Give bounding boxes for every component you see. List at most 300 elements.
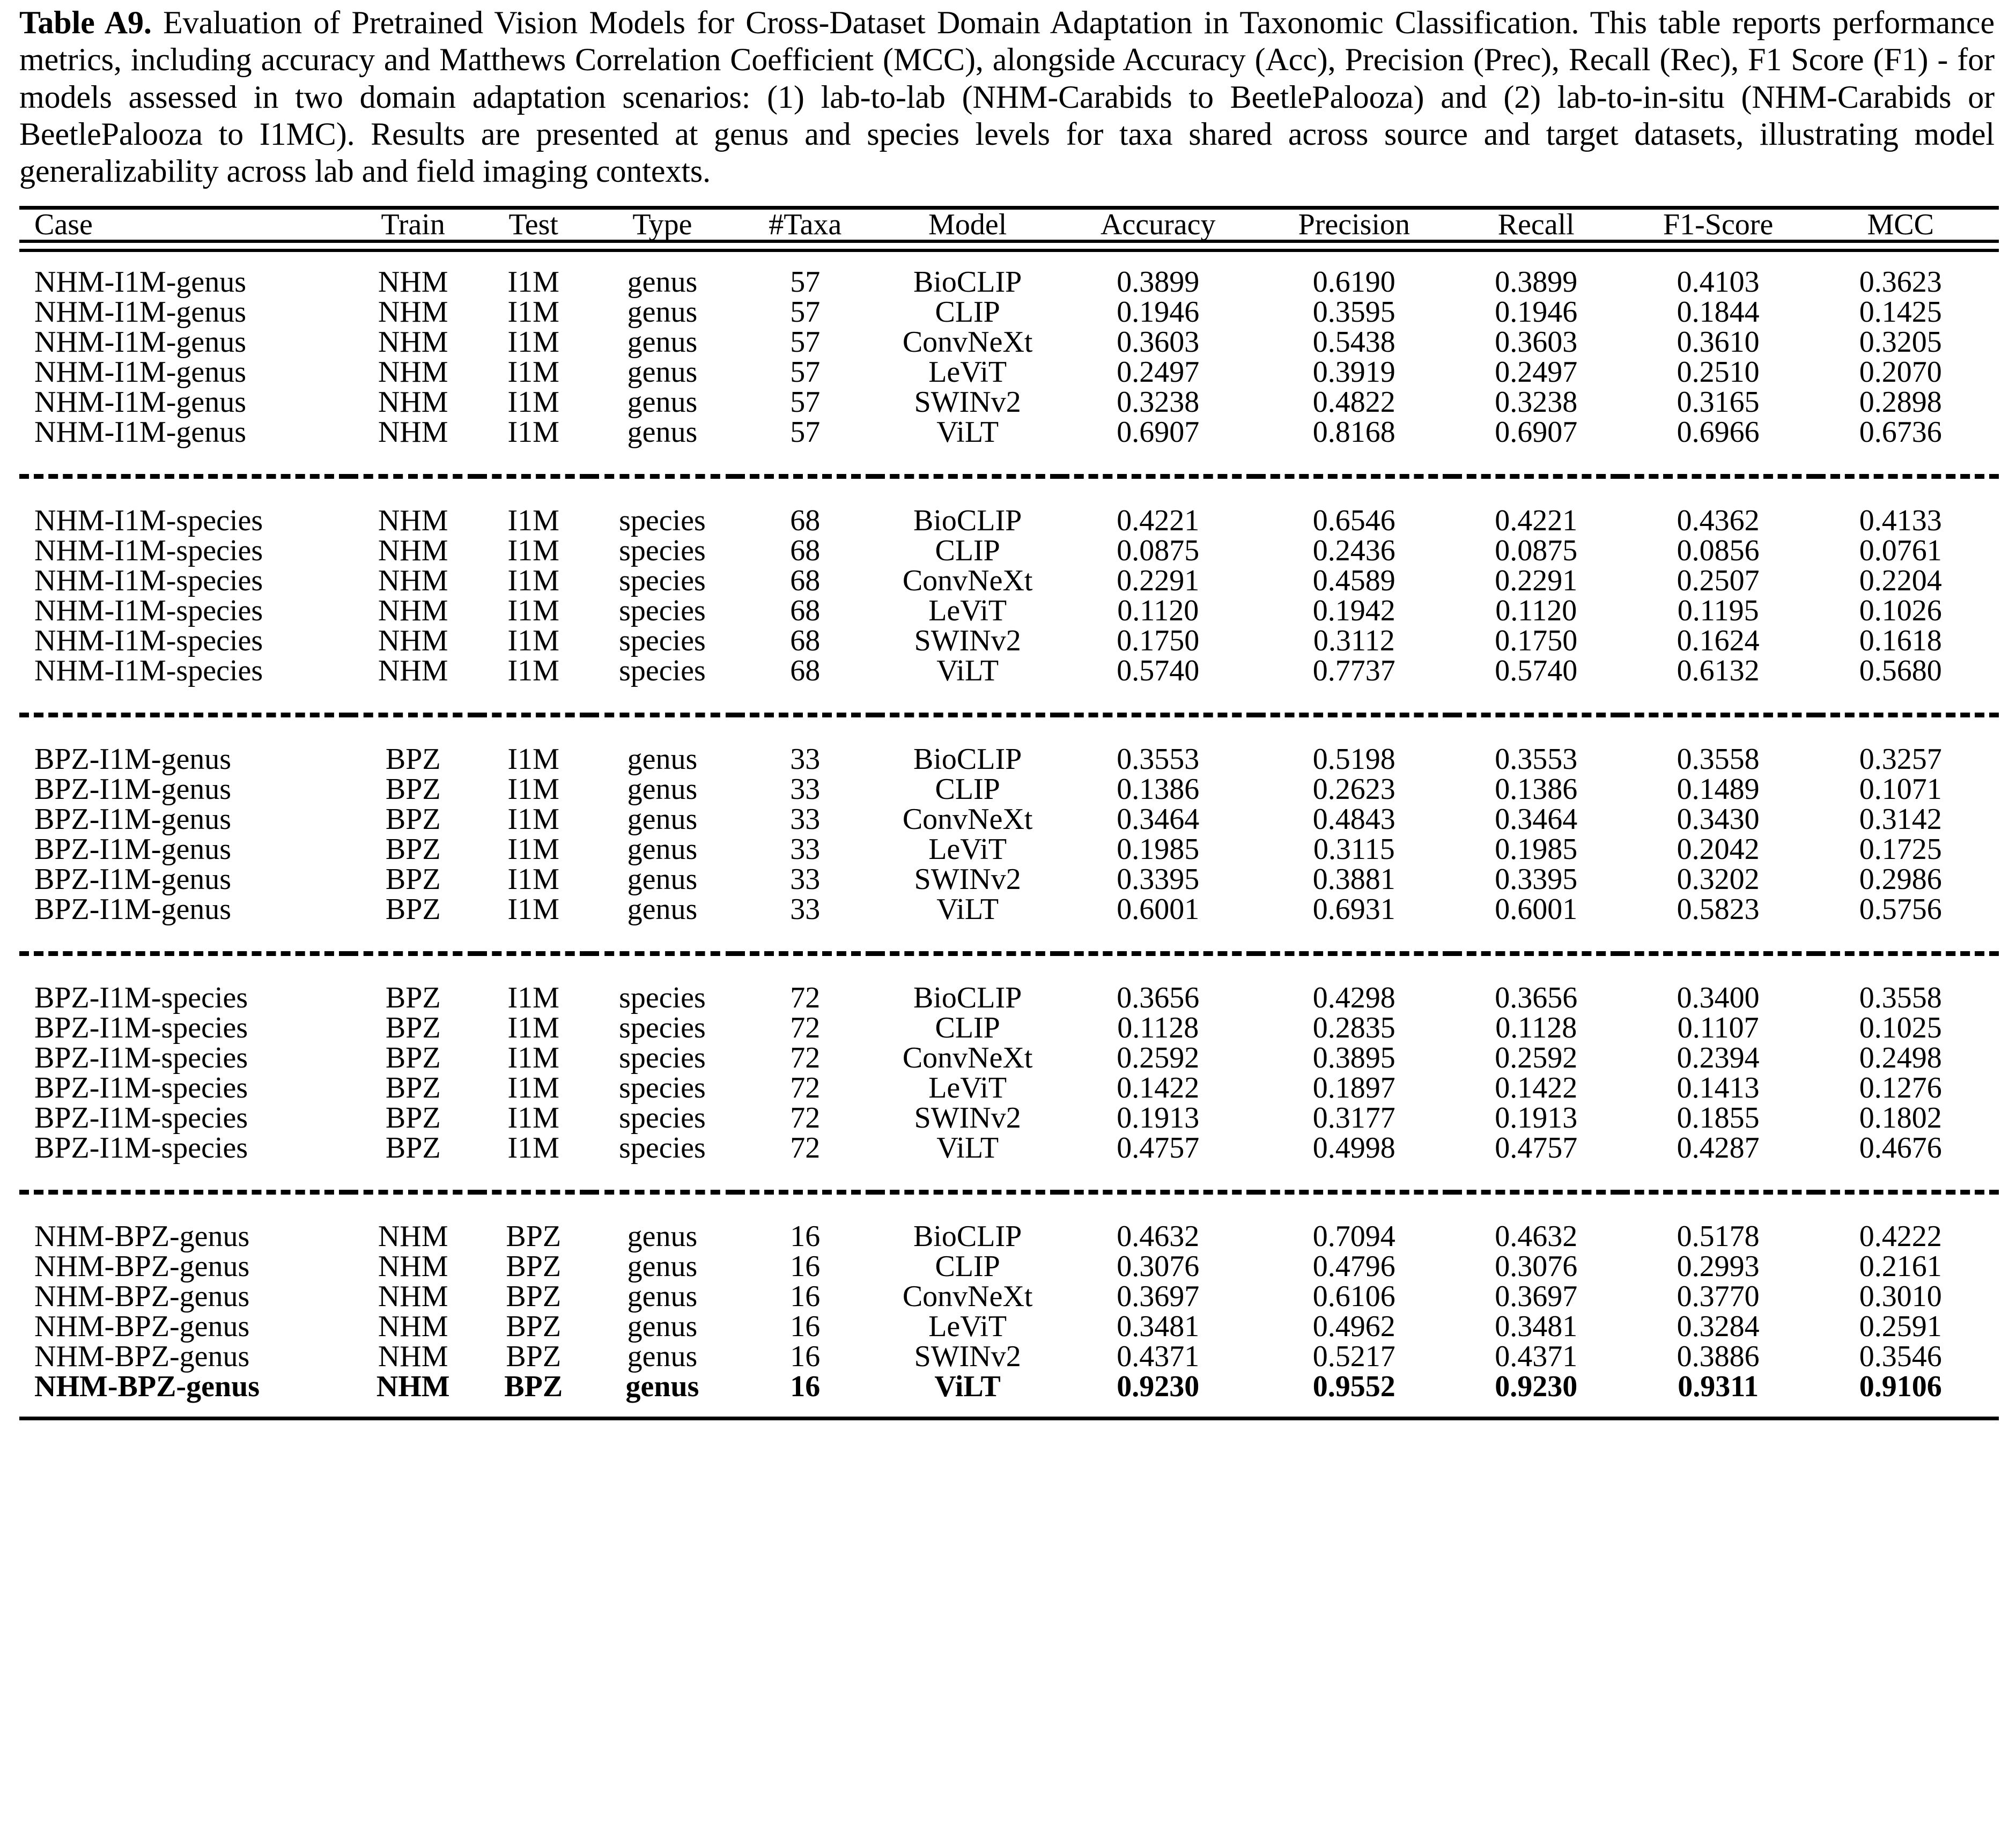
cell-accuracy: 0.9230	[1117, 1370, 1200, 1404]
cell-recall: 0.5740	[1495, 654, 1578, 688]
cell-precision: 0.5438	[1312, 325, 1395, 359]
cell-train: NHM	[378, 265, 448, 299]
cell-accuracy: 0.3238	[1117, 386, 1200, 419]
cell-f1score: 0.2510	[1677, 355, 1760, 389]
cell-test: I1M	[507, 594, 559, 628]
cell-accuracy: 0.3481	[1117, 1310, 1200, 1344]
cell-recall: 0.3656	[1495, 981, 1578, 1015]
cell-recall: 0.1985	[1495, 833, 1578, 866]
cell-type: genus	[627, 1220, 698, 1254]
cell-precision: 0.4998	[1312, 1131, 1395, 1165]
cell-case: BPZ-I1M-genus	[34, 863, 232, 896]
cell-accuracy: 0.2291	[1117, 564, 1200, 598]
cell-mcc: 0.1025	[1859, 1011, 1942, 1045]
cell-precision: 0.6931	[1312, 893, 1395, 927]
cell-recall: 0.3464	[1495, 803, 1578, 836]
cell-model: CLIP	[935, 1011, 1000, 1045]
cell-accuracy: 0.2592	[1117, 1041, 1200, 1075]
cell-f1score: 0.3400	[1677, 981, 1760, 1015]
cell-accuracy: 0.1750	[1117, 624, 1200, 658]
cell-f1score: 0.3770	[1677, 1280, 1760, 1314]
table-bottom-rule	[19, 1417, 1999, 1420]
block-spacer	[19, 701, 1999, 715]
cell-mcc: 0.1425	[1859, 295, 1942, 329]
cell-model: CLIP	[935, 1250, 1000, 1284]
cell-mcc: 0.4133	[1859, 504, 1942, 538]
cell-case: NHM-BPZ-genus	[34, 1220, 250, 1254]
cell-taxa: 57	[790, 295, 821, 329]
header-row	[19, 210, 1999, 240]
cell-train: NHM	[378, 534, 448, 568]
cell-model: ViLT	[936, 1131, 999, 1165]
cell-train: NHM	[378, 325, 448, 359]
cell-recall: 0.3238	[1495, 386, 1578, 419]
cell-accuracy: 0.3553	[1117, 743, 1200, 776]
cell-accuracy: 0.1913	[1117, 1101, 1200, 1135]
cell-test: I1M	[507, 773, 559, 806]
cell-recall: 0.4371	[1495, 1340, 1578, 1374]
cell-mcc: 0.4222	[1859, 1220, 1942, 1254]
cell-recall: 0.0875	[1495, 534, 1578, 568]
cell-type: genus	[627, 386, 698, 419]
cell-recall: 0.2291	[1495, 564, 1578, 598]
cell-recall: 0.3076	[1495, 1250, 1578, 1284]
cell-case: BPZ-I1M-species	[34, 1041, 248, 1075]
cell-accuracy: 0.1128	[1117, 1011, 1199, 1045]
cell-accuracy: 0.3656	[1117, 981, 1200, 1015]
cell-taxa: 68	[790, 624, 821, 658]
cell-mcc: 0.6736	[1859, 416, 1942, 449]
cell-accuracy: 0.0875	[1117, 534, 1200, 568]
column-header-precision: Precision	[1298, 208, 1411, 242]
cell-type: species	[619, 654, 706, 688]
cell-precision: 0.1897	[1312, 1071, 1395, 1105]
cell-test: BPZ	[506, 1280, 562, 1314]
cell-type: species	[619, 594, 706, 628]
cell-recall: 0.4221	[1495, 504, 1578, 538]
table-row	[19, 1043, 1999, 1073]
cell-test: BPZ	[506, 1340, 562, 1374]
cell-type: genus	[627, 803, 698, 836]
table-row	[19, 1073, 1999, 1103]
cell-mcc: 0.3623	[1859, 265, 1942, 299]
cell-test: I1M	[507, 863, 559, 896]
cell-test: I1M	[507, 564, 559, 598]
cell-f1score: 0.4103	[1677, 265, 1760, 299]
cell-accuracy: 0.4221	[1117, 504, 1200, 538]
cell-mcc: 0.2070	[1859, 355, 1942, 389]
cell-f1score: 0.3202	[1677, 863, 1760, 896]
table-container	[19, 206, 1999, 1420]
cell-accuracy: 0.3899	[1117, 265, 1200, 299]
block-spacer	[19, 479, 1999, 491]
cell-precision: 0.4796	[1312, 1250, 1395, 1284]
cell-f1score: 0.4287	[1677, 1131, 1760, 1165]
cell-accuracy: 0.3076	[1117, 1250, 1200, 1284]
cell-f1score: 0.2507	[1677, 564, 1760, 598]
cell-precision: 0.2623	[1312, 773, 1395, 806]
cell-type: genus	[627, 1280, 698, 1314]
cell-model: LeViT	[928, 594, 1007, 628]
results-table	[19, 210, 1999, 240]
cell-taxa: 16	[790, 1280, 821, 1314]
table-caption	[19, 4, 1995, 190]
cell-test: I1M	[507, 534, 559, 568]
cell-taxa: 68	[790, 594, 821, 628]
cell-case: BPZ-I1M-species	[34, 1131, 248, 1165]
cell-taxa: 57	[790, 416, 821, 449]
cell-recall: 0.1750	[1495, 624, 1578, 658]
cell-precision: 0.3112	[1313, 624, 1395, 658]
cell-precision: 0.4822	[1312, 386, 1395, 419]
cell-mcc: 0.1276	[1859, 1071, 1942, 1105]
caption-label: Table A9.	[19, 5, 152, 40]
cell-recall: 0.4757	[1495, 1131, 1578, 1165]
column-header-case: Case	[34, 208, 93, 242]
cell-mcc: 0.1618	[1859, 624, 1942, 658]
column-header-test: Test	[508, 208, 558, 242]
cell-test: I1M	[507, 1131, 559, 1165]
cell-type: species	[619, 504, 706, 538]
cell-type: genus	[627, 833, 698, 866]
cell-test: I1M	[507, 295, 559, 329]
table-row	[19, 1133, 1999, 1178]
cell-train: BPZ	[385, 1071, 441, 1105]
cell-test: I1M	[507, 743, 559, 776]
cell-case: BPZ-I1M-genus	[34, 803, 232, 836]
cell-type: species	[619, 1041, 706, 1075]
cell-accuracy: 0.4371	[1117, 1340, 1200, 1374]
cell-train: NHM	[378, 564, 448, 598]
table-row	[19, 1342, 1999, 1372]
cell-case: BPZ-I1M-species	[34, 1011, 248, 1045]
cell-model: LeViT	[928, 833, 1007, 866]
table-row	[19, 252, 1999, 297]
cell-train: NHM	[378, 295, 448, 329]
cell-precision: 0.1942	[1312, 594, 1395, 628]
cell-test: I1M	[507, 803, 559, 836]
cell-precision: 0.9552	[1312, 1370, 1395, 1404]
cell-train: BPZ	[385, 773, 441, 806]
cell-train: NHM	[378, 594, 448, 628]
cell-accuracy: 0.4757	[1117, 1131, 1200, 1165]
cell-case: BPZ-I1M-genus	[34, 773, 232, 806]
table-row	[19, 566, 1999, 596]
cell-taxa: 68	[790, 534, 821, 568]
table-row	[19, 1206, 1999, 1251]
cell-taxa: 57	[790, 325, 821, 359]
table-row	[19, 656, 1999, 701]
cell-model: SWINv2	[914, 863, 1021, 896]
cell-recall: 0.1946	[1495, 295, 1578, 329]
cell-model: BioCLIP	[913, 504, 1022, 538]
cell-f1score: 0.1107	[1677, 1011, 1759, 1045]
block-spacer	[19, 956, 1999, 968]
cell-test: I1M	[507, 1071, 559, 1105]
cell-recall: 0.2497	[1495, 355, 1578, 389]
cell-accuracy: 0.1422	[1117, 1071, 1200, 1105]
cell-mcc: 0.3546	[1859, 1340, 1942, 1374]
cell-recall: 0.1913	[1495, 1101, 1578, 1135]
cell-mcc: 0.1071	[1859, 773, 1942, 806]
cell-type: genus	[627, 1340, 698, 1374]
table-row	[19, 357, 1999, 387]
cell-precision: 0.6106	[1312, 1280, 1395, 1314]
cell-model: BioCLIP	[913, 265, 1022, 299]
table-row	[19, 774, 1999, 804]
cell-mcc: 0.5680	[1859, 654, 1942, 688]
cell-f1score: 0.3430	[1677, 803, 1760, 836]
table-row	[19, 968, 1999, 1013]
table-row	[19, 894, 1999, 939]
cell-model: ViLT	[936, 654, 999, 688]
cell-type: species	[619, 981, 706, 1015]
cell-train: BPZ	[385, 1041, 441, 1075]
cell-case: NHM-I1M-genus	[34, 416, 247, 449]
cell-type: species	[619, 564, 706, 598]
cell-taxa: 33	[790, 833, 821, 866]
cell-taxa: 16	[790, 1250, 821, 1284]
cell-test: BPZ	[506, 1250, 562, 1284]
cell-taxa: 72	[790, 1131, 821, 1165]
cell-test: I1M	[507, 654, 559, 688]
cell-type: genus	[627, 295, 698, 329]
cell-model: CLIP	[935, 534, 1000, 568]
table-head	[19, 210, 1999, 240]
cell-type: genus	[627, 325, 698, 359]
cell-f1score: 0.1413	[1677, 1071, 1760, 1105]
cell-recall: 0.1386	[1495, 773, 1578, 806]
cell-recall: 0.1422	[1495, 1071, 1578, 1105]
block-spacer	[19, 462, 1999, 477]
cell-precision: 0.5217	[1312, 1340, 1395, 1374]
cell-taxa: 33	[790, 893, 821, 927]
cell-test: I1M	[507, 504, 559, 538]
cell-model: ViLT	[934, 1370, 1001, 1404]
cell-mcc: 0.3142	[1859, 803, 1942, 836]
cell-f1score: 0.2042	[1677, 833, 1760, 866]
cell-f1score: 0.2394	[1677, 1041, 1760, 1075]
cell-test: I1M	[507, 893, 559, 927]
cell-test: I1M	[507, 416, 559, 449]
cell-recall: 0.3603	[1495, 325, 1578, 359]
cell-f1score: 0.5823	[1677, 893, 1760, 927]
cell-f1score: 0.3886	[1677, 1340, 1760, 1374]
cell-f1score: 0.9311	[1678, 1370, 1759, 1404]
column-header-model: Model	[928, 208, 1007, 242]
cell-case: NHM-I1M-species	[34, 534, 263, 568]
cell-mcc: 0.0761	[1859, 534, 1942, 568]
table-row	[19, 596, 1999, 626]
cell-case: NHM-BPZ-genus	[34, 1340, 250, 1374]
cell-train: NHM	[378, 1220, 448, 1254]
cell-precision: 0.3895	[1312, 1041, 1395, 1075]
cell-case: NHM-BPZ-genus	[34, 1280, 250, 1314]
cell-precision: 0.4962	[1312, 1310, 1395, 1344]
cell-type: genus	[627, 355, 698, 389]
cell-model: SWINv2	[914, 386, 1021, 419]
cell-precision: 0.3177	[1312, 1101, 1395, 1135]
cell-type: genus	[627, 893, 698, 927]
cell-f1score: 0.5178	[1677, 1220, 1760, 1254]
cell-model: ConvNeXt	[902, 325, 1033, 359]
cell-accuracy: 0.6001	[1117, 893, 1200, 927]
table-page	[0, 4, 2016, 1838]
cell-type: species	[619, 1011, 706, 1045]
cell-accuracy: 0.3697	[1117, 1280, 1200, 1314]
cell-case: NHM-I1M-species	[34, 654, 263, 688]
cell-model: LeViT	[928, 1310, 1007, 1344]
cell-model: CLIP	[935, 773, 1000, 806]
cell-taxa: 68	[790, 504, 821, 538]
cell-taxa: 33	[790, 743, 821, 776]
cell-mcc: 0.2204	[1859, 564, 1942, 598]
caption-text: Evaluation of Pretrained Vision Models for Cross-Dataset Domain Adaptation in Taxonomic Classification. This table reports performance metrics, including accuracy and Matthews Correlation Coefficient (MCC), alongside Accuracy (Acc), Precision (Prec), Recall (Rec), F1 Score (F1) - for models assessed in two domain adaptation scenarios: (1) lab-to-lab (NHM-Carabids to BeetlePalooza) and (2) lab-to-in-situ (NHM-Carabids or BeetlePalooza to I1MC). Results are presented at genus and species levels for taxa shared across source and target datasets, illustrating model generalizability across lab and field imaging contexts.	[19, 5, 1995, 189]
cell-f1score: 0.6966	[1677, 416, 1760, 449]
cell-mcc: 0.1802	[1859, 1101, 1942, 1135]
table-header-rule	[19, 240, 1999, 252]
table-row	[19, 804, 1999, 834]
cell-train: NHM	[378, 654, 448, 688]
cell-case: BPZ-I1M-species	[34, 1071, 248, 1105]
cell-mcc: 0.4676	[1859, 1131, 1942, 1165]
cell-case: NHM-I1M-species	[34, 504, 263, 538]
cell-taxa: 16	[790, 1220, 821, 1254]
cell-case: NHM-BPZ-genus	[34, 1310, 250, 1344]
cell-recall: 0.3553	[1495, 743, 1578, 776]
cell-train: BPZ	[385, 743, 441, 776]
block-spacer	[19, 1195, 1999, 1206]
cell-mcc: 0.3558	[1859, 981, 1942, 1015]
cell-precision: 0.6190	[1312, 265, 1395, 299]
cell-taxa: 72	[790, 1011, 821, 1045]
cell-recall: 0.3395	[1495, 863, 1578, 896]
cell-test: I1M	[507, 624, 559, 658]
table-row	[19, 1251, 1999, 1281]
cell-case: NHM-BPZ-genus	[34, 1370, 260, 1404]
cell-f1score: 0.6132	[1677, 654, 1760, 688]
cell-case: NHM-I1M-genus	[34, 355, 247, 389]
cell-type: genus	[627, 863, 698, 896]
cell-case: BPZ-I1M-genus	[34, 893, 232, 927]
cell-type: species	[619, 1101, 706, 1135]
cell-f1score: 0.1489	[1677, 773, 1760, 806]
cell-taxa: 16	[790, 1370, 821, 1404]
cell-recall: 0.6001	[1495, 893, 1578, 927]
cell-case: NHM-I1M-species	[34, 594, 263, 628]
cell-type: genus	[627, 773, 698, 806]
cell-accuracy: 0.3395	[1117, 863, 1200, 896]
cell-precision: 0.7094	[1312, 1220, 1395, 1254]
cell-mcc: 0.2498	[1859, 1041, 1942, 1075]
cell-recall: 0.3899	[1495, 265, 1578, 299]
cell-train: BPZ	[385, 803, 441, 836]
block-spacer	[19, 1178, 1999, 1192]
cell-train: BPZ	[385, 863, 441, 896]
cell-model: ConvNeXt	[902, 803, 1033, 836]
cell-taxa: 33	[790, 863, 821, 896]
cell-mcc: 0.5756	[1859, 893, 1942, 927]
cell-accuracy: 0.3464	[1117, 803, 1200, 836]
cell-mcc: 0.2161	[1859, 1250, 1942, 1284]
cell-accuracy: 0.1985	[1117, 833, 1200, 866]
cell-precision: 0.4843	[1312, 803, 1395, 836]
cell-taxa: 57	[790, 355, 821, 389]
cell-mcc: 0.1026	[1859, 594, 1942, 628]
cell-train: NHM	[378, 504, 448, 538]
cell-recall: 0.1128	[1495, 1011, 1577, 1045]
cell-precision: 0.4589	[1312, 564, 1395, 598]
cell-taxa: 57	[790, 265, 821, 299]
cell-train: BPZ	[385, 833, 441, 866]
cell-train: NHM	[378, 416, 448, 449]
cell-f1score: 0.4362	[1677, 504, 1760, 538]
cell-precision: 0.3881	[1312, 863, 1395, 896]
table-row	[19, 417, 1999, 462]
cell-mcc: 0.2898	[1859, 386, 1942, 419]
table-row	[19, 834, 1999, 864]
cell-f1score: 0.1855	[1677, 1101, 1760, 1135]
cell-precision: 0.3919	[1312, 355, 1395, 389]
cell-case: BPZ-I1M-species	[34, 1101, 248, 1135]
cell-accuracy: 0.1120	[1117, 594, 1199, 628]
cell-taxa: 68	[790, 654, 821, 688]
table-row	[19, 536, 1999, 566]
column-header-mcc: MCC	[1867, 208, 1934, 242]
cell-f1score: 0.1624	[1677, 624, 1760, 658]
cell-f1score: 0.3558	[1677, 743, 1760, 776]
cell-model: ViLT	[936, 416, 999, 449]
cell-f1score: 0.1844	[1677, 295, 1760, 329]
cell-model: ConvNeXt	[902, 1041, 1033, 1075]
cell-train: NHM	[378, 1340, 448, 1374]
cell-precision: 0.4298	[1312, 981, 1395, 1015]
cell-mcc: 0.2986	[1859, 863, 1942, 896]
cell-test: I1M	[507, 1041, 559, 1075]
cell-mcc: 0.3257	[1859, 743, 1942, 776]
cell-recall: 0.2592	[1495, 1041, 1578, 1075]
cell-train: NHM	[378, 386, 448, 419]
cell-type: species	[619, 534, 706, 568]
cell-f1score: 0.3165	[1677, 386, 1760, 419]
cell-precision: 0.3115	[1313, 833, 1395, 866]
cell-train: NHM	[378, 1280, 448, 1314]
table-row	[19, 1103, 1999, 1133]
cell-accuracy: 0.1946	[1117, 295, 1200, 329]
cell-model: ConvNeXt	[902, 1280, 1033, 1314]
cell-train: BPZ	[385, 981, 441, 1015]
cell-recall: 0.9230	[1495, 1370, 1578, 1404]
table-row	[19, 297, 1999, 327]
cell-precision: 0.2835	[1312, 1011, 1395, 1045]
block-spacer	[19, 939, 1999, 954]
cell-taxa: 68	[790, 564, 821, 598]
cell-test: I1M	[507, 1011, 559, 1045]
cell-f1score: 0.3284	[1677, 1310, 1760, 1344]
table-row	[19, 1013, 1999, 1043]
table-body	[19, 252, 1999, 1417]
cell-model: SWINv2	[914, 1101, 1021, 1135]
cell-accuracy: 0.5740	[1117, 654, 1200, 688]
cell-train: BPZ	[385, 1101, 441, 1135]
cell-train: NHM	[378, 624, 448, 658]
cell-train: NHM	[378, 355, 448, 389]
cell-model: ViLT	[936, 893, 999, 927]
table-row	[19, 1372, 1999, 1417]
cell-train: NHM	[378, 1310, 448, 1344]
cell-accuracy: 0.4632	[1117, 1220, 1200, 1254]
column-header-train: Train	[381, 208, 445, 242]
